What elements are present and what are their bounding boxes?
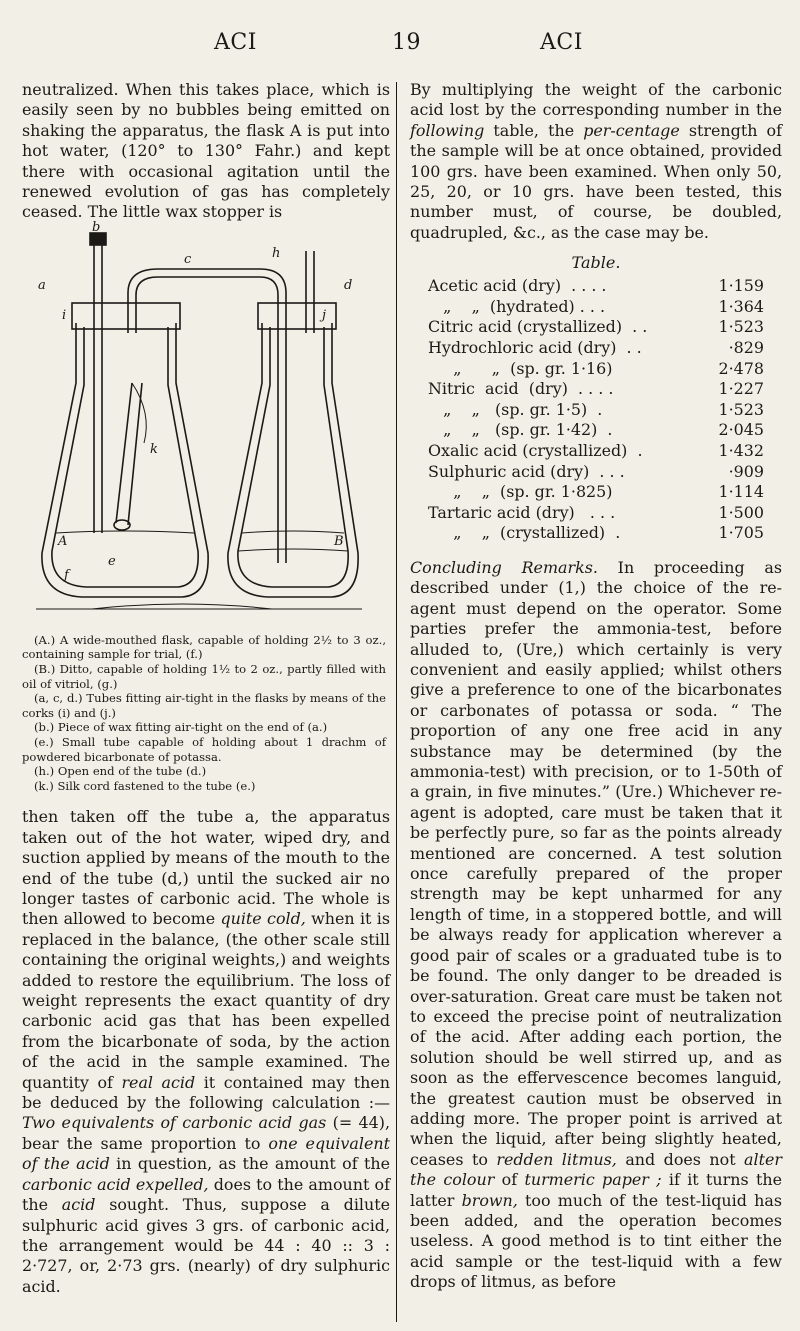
running-head-left: ACI [214,30,257,55]
table-title: Table. [571,253,621,273]
caption-small-tube: (e.) Small tube capable of holding about 1 drachm of powdered bicarbonate of potassa. [22,735,386,764]
caption-tubes: (a, c, d.) Tubes fitting air-tight in the flasks by means of the corks (i) and (j.) [22,691,386,720]
caption-wax: (b.) Piece of wax fitting air-tight on the end of (a.) [34,720,328,735]
cork-i [72,303,180,329]
label-A: A [58,533,68,549]
label-k: k [150,441,158,457]
concluding-remarks: Concluding Remarks. In proceeding as described under (1,) the choice of the re-agent must depend on the operator. Some parties prefer the ammonia-test, before alluded to, (Ure,) which certainly is very convenient and easily applied; whilst others give a preference to one of the bicarbonates or carbonates of potassa or soda. “ The proportion of any one free acid in any substance may be determined (by the ammonia-test) with precision, or to 1-50th of a grain, in five minutes.” (Ure.) Whichever re-agent is adopted, care must be taken that it be perfectly pure, so far as the points already mentioned are concerned. A test solution once carefully prepared of the proper strength may be kept unharmed for any length of time, in a stoppered bottle, and will be always ready for application wherever a good pair of scales or a graduated tube is to be found. The only danger to be dreaded is over-saturation. Great care must be taken not to exceed the precise point of neutralization of the acid. After adding each portion, the solution should be well stirred up, and as soon as the effervescence becomes languid, the greatest caution must be observed in adding more. The proper point is arrived at when the liquid, after being slightly heated, ceases to redden litmus, and does not alter the colour of turmeric paper ; if it turns the latter brown, too much of the test-liquid has been added, and the operation becomes useless. A good method is to tint either the acid sample or the test-liquid with a few drops of litmus, as before [410,557,782,1292]
table-row: Citric acid (crystallized) . . 1·523 [428,317,764,337]
multiplying-paragraph: By multiplying the weight of the carbonic acid lost by the corresponding number in the following table, the per-centage strength of the sample will be at once obtained, provided 100 grs. have been examined. When only 50, 25, 20, or 10 grs. have been tested, this number must, of course, be doubled, quadrupled, &c., as the case may be. [410,80,782,242]
label-c: c [184,251,192,267]
page-number: 19 [392,30,421,55]
table-row: „ „ (sp. gr. 1·16) 2·478 [428,358,764,378]
remarks-heading: Concluding Remarks. [410,557,598,577]
table-row: „ „ (sp. gr. 1·42) . 2·045 [428,420,764,440]
label-B: B [334,533,344,549]
caption-b: (B.) Ditto, capable of holding 1½ to 2 oz., partly filled with oil of vitriol, (g.) [22,662,386,691]
label-a: a [38,277,46,293]
label-d: d [344,277,353,293]
body-paragraph: then taken off the tube a, the apparatus taken out of the hot water, wiped dry, and suction applied by means of the mouth to the end of the tube (d,) until the sucked air no longer tastes of carbonic acid. The whole is then allowed to become quite cold, when it is replaced in the balance, (the other scale still containing the original weights,) and weights added to restore the equilibrium. The loss of weight represents the exact quantity of dry carbonic acid gas that has been expelled from the bicarbonate of soda, by the action of the acid in the sample examined. The quantity of real acid it contained may then be deduced by the following calculation :—Two equivalents of carbonic acid gas (= 44), bear the same proportion to one equivalent of the acid in question, as the amount of the carbonic acid expelled, does to the amount of the acid sought. Thus, suppose a dilute sulphuric acid gives 3 grs. of carbonic acid, the arrangement would be 44 : 40 :: 3 : 2·727, or, 2·73 grs. (nearly) of dry sulphuric acid. [22,807,391,1296]
tube-d [306,251,314,333]
label-j: j [322,307,327,323]
table-row: „ „ (sp. gr. 1·825) 1·114 [428,482,764,502]
tube-e [116,383,142,525]
table-row: „ „ (sp. gr. 1·5) . 1·523 [428,399,764,419]
figure-captions [22,633,386,794]
flask-b-outline [228,323,358,597]
label-e: e [108,553,116,569]
tube-c [128,269,286,563]
intro-paragraph: neutralized. When this takes place, which is easily seen by no bubbles being emitted on shaking the apparatus, the flask A is put into hot water, (120° to 130° Fahr.) and kept there with occasional agitation until the renewed evolution of gas has completely ceased. The little wax stopper is [22,80,390,222]
table-row: Hydrochloric acid (dry) . . ·829 [428,338,764,358]
left-column [22,80,390,1297]
apparatus-illustration [32,219,372,625]
table-row: Nitric acid (dry) . . . . 1·227 [428,379,764,399]
table-row: Acetic acid (dry) . . . . 1·159 [428,276,764,296]
flask-a-outline [42,323,208,597]
table-row: Tartaric acid (dry) . . . 1·500 [428,502,764,522]
tube-a [94,239,102,533]
column-divider [396,82,397,1322]
table-row: „ „ (hydrated) . . . 1·364 [428,296,764,316]
caption-open-end: (h.) Open end of the tube (d.) [34,764,207,779]
table-row: „ „ (crystallized) . 1·705 [428,523,764,543]
label-f: f [64,567,69,583]
table-row: Sulphuric acid (dry) . . . ·909 [428,461,764,481]
apparatus-figure [22,219,390,627]
label-i: i [62,307,67,323]
label-b: b [92,219,101,235]
running-head-right: ACI [540,30,583,55]
table-row: Oxalic acid (crystallized) . 1·432 [428,441,764,460]
right-column [410,80,782,1293]
page-header [0,30,800,60]
acid-table [410,276,782,544]
caption-a: (A.) A wide-mouthed flask, capable of holding 2½ to 3 oz., containing sample for trial, (f.) [22,632,386,662]
caption-silk-cord: (k.) Silk cord fastened to the tube (e.) [34,778,256,793]
label-h: h [272,245,281,261]
